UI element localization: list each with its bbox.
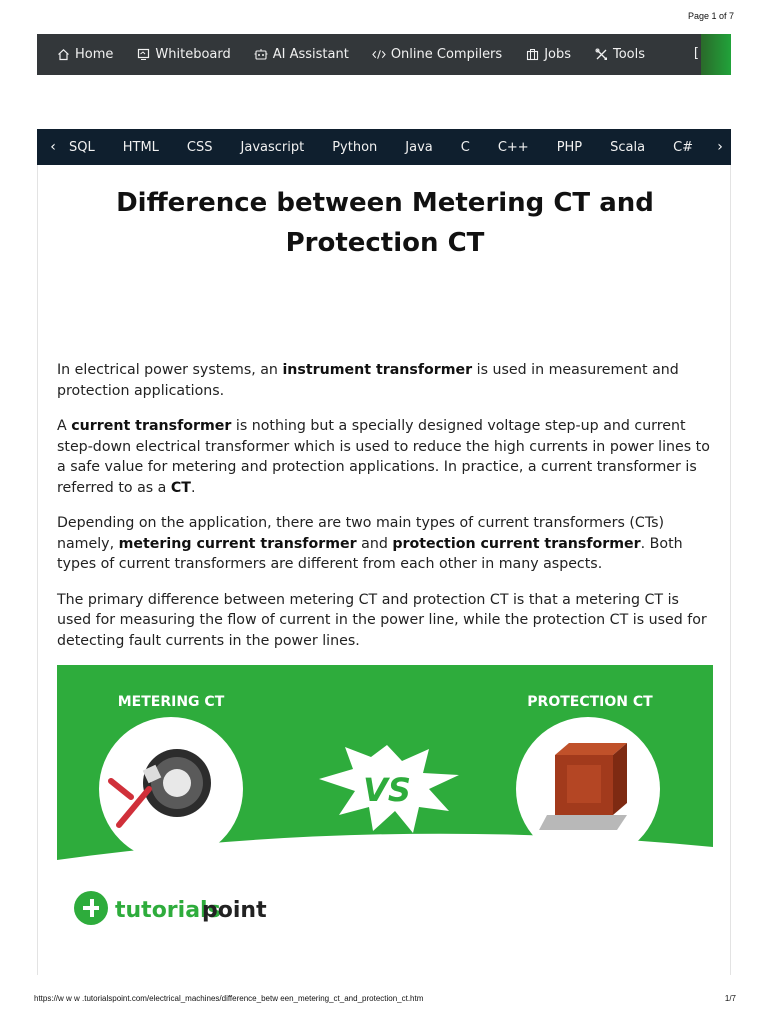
- article-body: [57, 360, 717, 666]
- top-navigation: [37, 34, 731, 75]
- lang-html[interactable]: HTML: [122, 139, 159, 155]
- nav-accent-strip: [701, 34, 731, 75]
- chevron-left-icon[interactable]: ‹: [50, 139, 56, 155]
- ai-assistant-icon: [254, 48, 268, 62]
- nav-whiteboard-label: Whiteboard: [155, 47, 231, 62]
- p2-text-e: .: [190, 479, 196, 496]
- home-icon: [56, 48, 70, 62]
- lang-javascript[interactable]: Javascript: [240, 139, 305, 155]
- vs-label: VS: [363, 771, 411, 809]
- whiteboard-icon: [136, 48, 150, 62]
- nav-whiteboard[interactable]: [136, 47, 230, 62]
- footer-url: https://w w w .tutorialspoint.com/electrical_machines/difference_betw een_metering_ct_and_protection_ct.htm: [34, 994, 424, 1003]
- p3-bold-protection: protection current transformer: [392, 535, 641, 552]
- nav-tools[interactable]: [594, 47, 645, 62]
- p2-text-a: A: [57, 418, 72, 434]
- p1-text-c: is used in measurement and protection applications.: [57, 362, 679, 399]
- chevron-right-icon[interactable]: ›: [709, 129, 731, 165]
- code-icon: [372, 48, 386, 62]
- protection-ct-image: [516, 717, 660, 861]
- page-label: Page 1 of 7: [687, 11, 734, 21]
- lang-sql[interactable]: SQL: [69, 139, 95, 155]
- nav-tools-label: Tools: [613, 47, 646, 62]
- comparison-banner: [57, 665, 713, 930]
- lang-java[interactable]: Java: [405, 139, 433, 155]
- p3-text-c: and: [356, 535, 393, 552]
- nav-home[interactable]: [56, 47, 113, 62]
- lang-c[interactable]: C: [460, 139, 470, 155]
- lang-scala[interactable]: Scala: [610, 139, 646, 155]
- nav-home-label: Home: [75, 47, 114, 62]
- nav-ai-assistant-label: AI Assistant: [272, 47, 349, 62]
- tools-icon: [594, 48, 608, 62]
- p1-bold-term: instrument transformer: [282, 362, 473, 378]
- protection-ct-label: PROTECTION CT: [527, 694, 653, 710]
- footer-page-number: 1/7: [724, 994, 736, 1003]
- lang-python[interactable]: Python: [332, 139, 378, 155]
- p1-text-a: In electrical power systems, an: [57, 362, 283, 378]
- p2-text-c: is nothing but a specially designed voltage step-up and current step-down electrical transformer which is used to reduce the high currents in power lines to a safe value for metering and protection applications. In practice, a current transformer is referred to as a: [57, 418, 710, 496]
- nav-online-compilers[interactable]: [372, 47, 502, 62]
- nav-jobs[interactable]: [525, 47, 571, 62]
- paragraph-current-transformer: [57, 416, 717, 498]
- nav-jobs-label: Jobs: [544, 47, 571, 62]
- p2-bold-ct: CT: [170, 479, 191, 496]
- paragraph-types: [57, 513, 717, 575]
- language-bar: [37, 129, 731, 165]
- p3-bold-metering: metering current transformer: [118, 535, 357, 552]
- briefcase-icon: [525, 48, 539, 62]
- lang-php[interactable]: PHP: [556, 139, 583, 155]
- metering-ct-image: [99, 717, 243, 861]
- lang-csharp[interactable]: C#: [673, 139, 694, 155]
- p2-bold-term: current transformer: [71, 418, 232, 434]
- page-title: Difference between Metering CT and Protection CT: [116, 188, 654, 258]
- brand-tutorials: tutorials: [115, 898, 221, 923]
- metering-ct-label: METERING CT: [117, 694, 225, 710]
- nav-ai-assistant[interactable]: [254, 47, 349, 62]
- brand-point: point: [202, 898, 267, 923]
- nav-overflow-icon: [: [693, 46, 699, 61]
- p3-text-a: Depending on the application, there are two main types of current transformers (CTs) namely,: [57, 515, 665, 552]
- paragraph-primary-difference: The primary difference between metering CT and protection CT is that a metering CT is used for measuring the flow of current in the power line, while the protection CT is used for detecting fault currents in the power lines.: [57, 591, 707, 649]
- paragraph-instrument-transformer: [57, 360, 717, 401]
- nav-online-compilers-label: Online Compilers: [390, 47, 503, 62]
- lang-css[interactable]: CSS: [186, 139, 213, 155]
- lang-cpp[interactable]: C++: [497, 139, 529, 155]
- p3-text-e: . Both types of current transformers are different from each other in many aspects.: [57, 535, 683, 572]
